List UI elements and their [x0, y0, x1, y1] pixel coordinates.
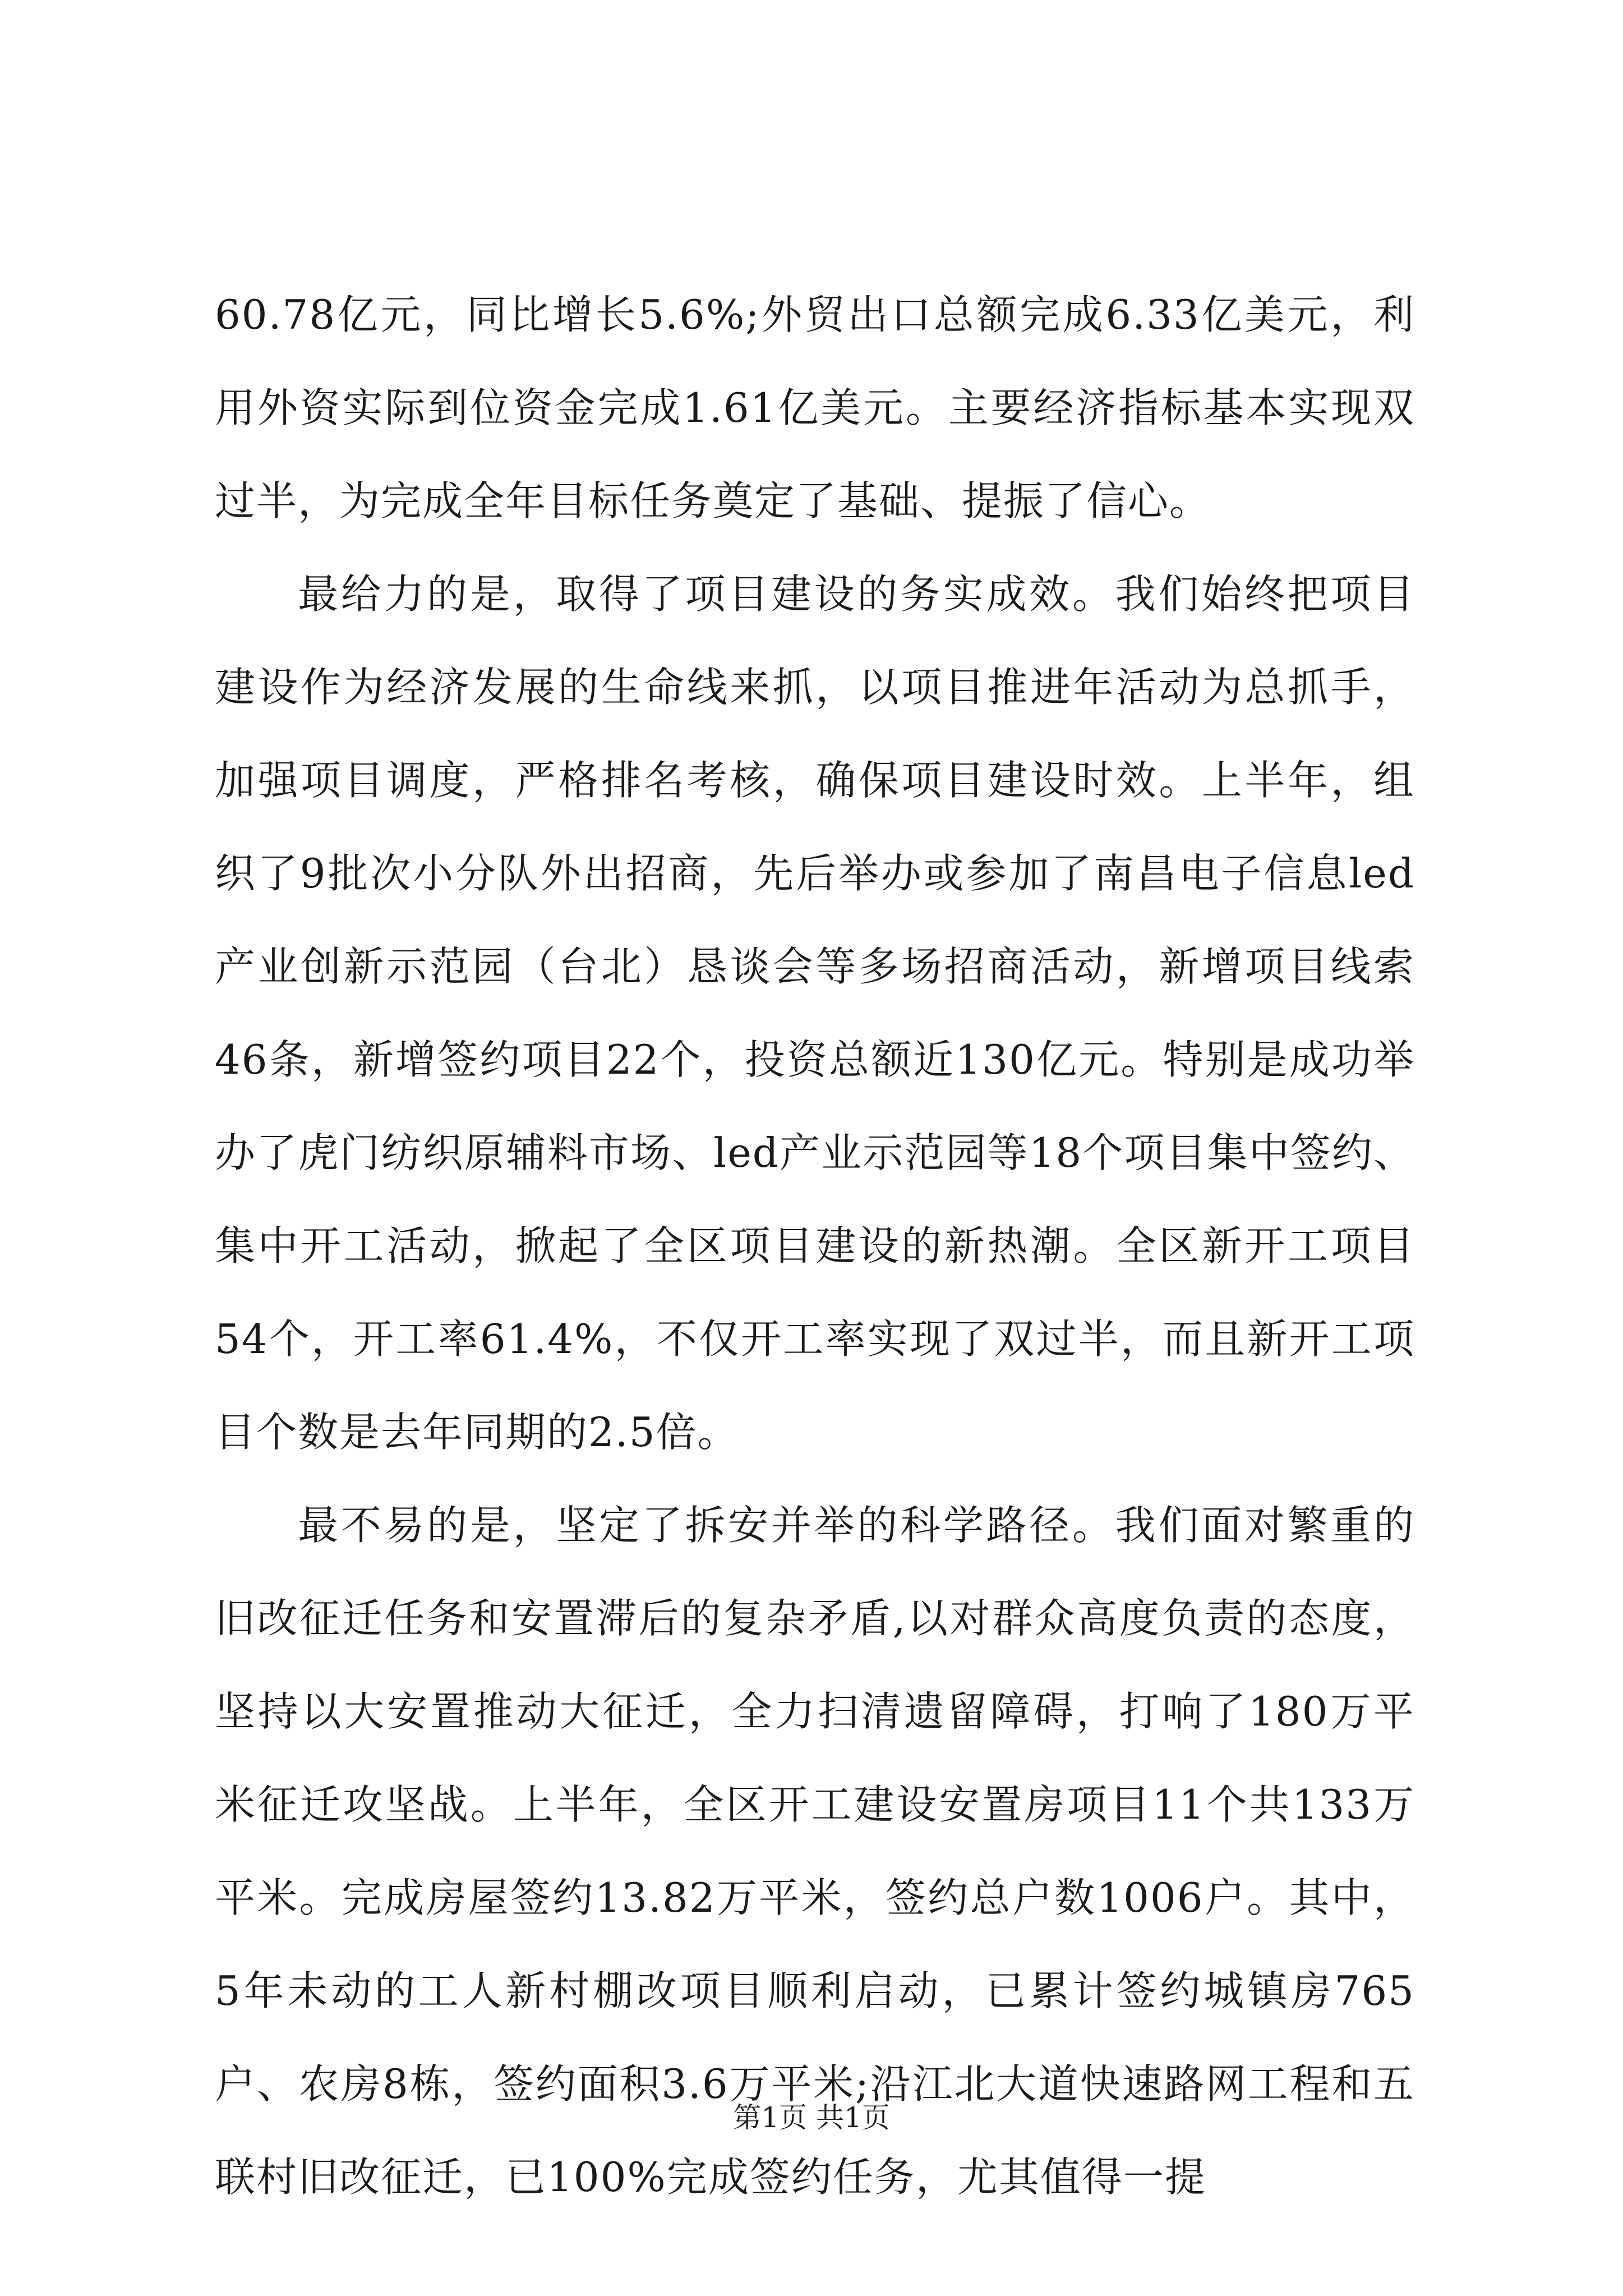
page-number-label: 第1页 共1页 [733, 2101, 890, 2134]
paragraph-1: 60.78亿元，同比增长5.6%;外贸出口总额完成6.33亿美元，利用外资实际到位资金完成1.61亿美元。主要经济指标基本实现双过半，为完成全年目标任务奠定了基础、提振了信心。 [215, 291, 1415, 524]
paragraph-3: 最不易的是，坚定了拆安并举的科学路径。我们面对繁重的旧改征迁任务和安置滞后的复杂矛盾,以对群众高度负责的态度，坚持以大安置推动大征迁，全力扫清遗留障碍，打响了180万平米征迁攻坚战。上半年，全区开工建设安置房项目11个共133万平米。完成房屋签约13.82万平米，签约总户数1006户。其中，5年未动的工人新村棚改项目顺利启动，已累计签约城镇房765户、农房8栋，签约面积3.6万平米;沿江北大道快速路网工程和五联村旧改征迁，已100%完成签约任务，尤其值得一提 [215, 1502, 1415, 2201]
page-footer [0, 2098, 1623, 2137]
paragraph-2: 最给力的是，取得了项目建设的务实成效。我们始终把项目建设作为经济发展的生命线来抓，以项目推进年活动为总抓手，加强项目调度，严格排名考核，确保项目建设时效。上半年，组织了9批次小分队外出招商，先后举办或参加了南昌电子信息led产业创新示范园（台北）恳谈会等多场招商活动，新增项目线索46条，新增签约项目22个，投资总额近130亿元。特别是成功举办了虎门纺织原辅料市场、led产业示范园等18个项目集中签约、集中开工活动，掀起了全区项目建设的新热潮。全区新开工项目54个，开工率61.4%，不仅开工率实现了双过半，而且新开工项目个数是去年同期的2.5倍。 [215, 570, 1415, 1456]
document-body [215, 268, 1415, 2224]
